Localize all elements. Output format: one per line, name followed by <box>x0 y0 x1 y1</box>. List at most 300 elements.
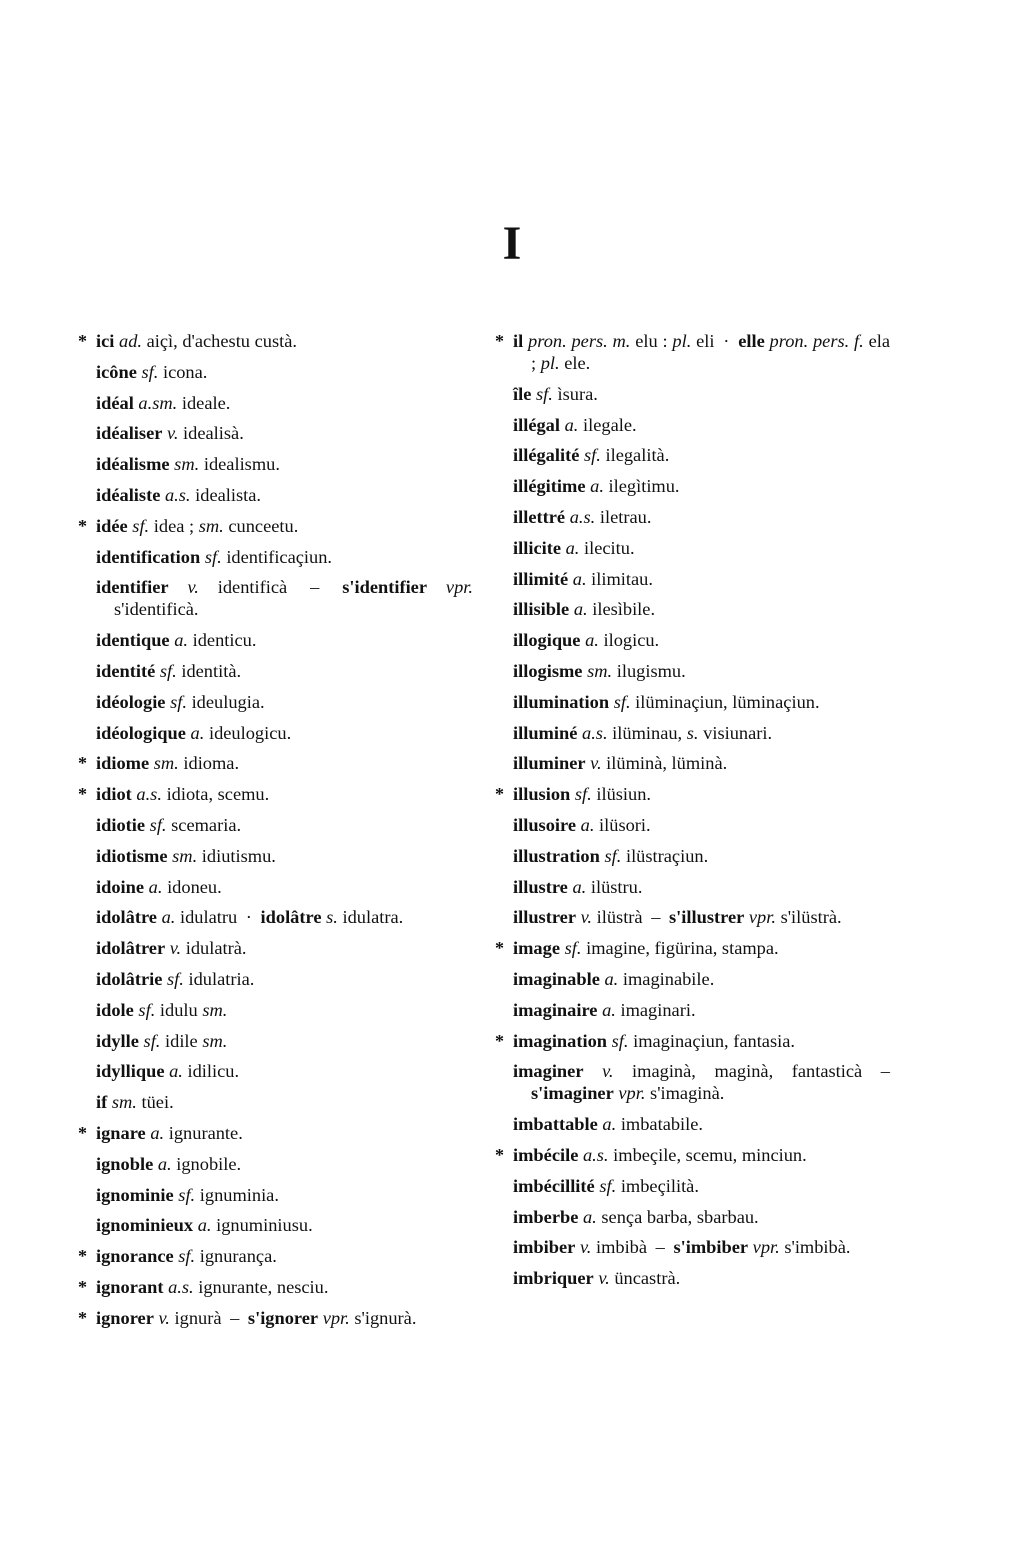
grammar-label: sf. <box>599 1175 617 1196</box>
definition-text: idiutismu. <box>201 845 276 866</box>
headword: idéologie <box>96 691 166 712</box>
asterisk-icon: * <box>78 515 87 536</box>
dictionary-entry <box>495 383 890 405</box>
definition-text: ìsura. <box>557 383 598 404</box>
dictionary-entry <box>495 330 890 374</box>
dictionary-entry <box>495 1175 890 1197</box>
entry-body <box>513 876 890 898</box>
grammar-label: a.sm. <box>138 392 178 413</box>
headword: imbattable <box>513 1114 598 1135</box>
grammar-label: sm. <box>202 1030 228 1051</box>
dictionary-entry <box>495 722 890 744</box>
asterisk-icon: * <box>495 331 504 351</box>
entry-body <box>513 1175 890 1197</box>
grammar-label: v. <box>169 938 182 959</box>
headword: s'illustrer <box>669 907 745 928</box>
grammar-label: sm. <box>172 845 198 866</box>
entry-body <box>96 906 473 928</box>
headword: imagination <box>513 1030 608 1051</box>
grammar-label: sf. <box>178 1246 196 1267</box>
dictionary-entry <box>78 1122 473 1144</box>
dictionary-entry <box>78 999 473 1021</box>
dictionary-entry <box>495 814 890 836</box>
definition-text: iletrau. <box>599 506 652 527</box>
grammar-label: sf. <box>170 691 187 712</box>
headword: identification <box>96 546 201 567</box>
dictionary-entry <box>78 691 473 713</box>
grammar-label: v. <box>158 1307 170 1328</box>
headword: idéologique <box>96 722 186 743</box>
definition-text: idealismu. <box>203 454 280 475</box>
dictionary-entry <box>495 876 890 898</box>
entry-body <box>513 629 890 651</box>
headword: idée <box>96 515 128 536</box>
dictionary-entry <box>495 999 890 1021</box>
entry-body <box>513 722 890 744</box>
definition-text: ideulogicu. <box>208 722 292 743</box>
grammar-label: pron. pers. m. <box>528 331 631 351</box>
dictionary-entry <box>495 1236 890 1258</box>
definition-text: ilegale. <box>583 414 637 435</box>
dictionary-entry <box>78 1153 473 1175</box>
grammar-label: sf. <box>132 515 150 536</box>
headword: imaginer <box>513 1061 584 1082</box>
grammar-label: vpr. <box>752 1237 780 1258</box>
grammar-label: sf. <box>178 1184 196 1205</box>
dictionary-entry <box>495 1267 890 1289</box>
headword: identifier <box>96 577 169 598</box>
definition-text: idile <box>165 1030 198 1051</box>
dictionary-entry <box>78 722 473 744</box>
entry-body <box>96 1307 473 1329</box>
headword: idolâtre <box>96 907 157 928</box>
dictionary-entry <box>78 1307 473 1329</box>
right-column <box>495 330 890 1298</box>
definition-text: ilogicu. <box>603 630 660 651</box>
grammar-label: sf. <box>149 814 167 835</box>
grammar-label: sf. <box>574 784 592 805</box>
asterisk-icon: * <box>78 1276 87 1297</box>
headword: illumination <box>513 691 610 712</box>
grammar-label: s. <box>686 722 699 743</box>
entry-body <box>96 1276 473 1298</box>
definition-text: ilüminaçiun, lüminaçiun. <box>635 691 820 712</box>
dictionary-entry <box>495 1060 890 1104</box>
grammar-label: a. <box>148 876 163 897</box>
headword: illimité <box>513 568 569 589</box>
grammar-label: sm. <box>587 660 613 681</box>
dictionary-entry <box>495 845 890 867</box>
grammar-label: v. <box>602 1061 614 1082</box>
dictionary-entry <box>78 968 473 990</box>
dictionary-entry <box>78 1091 473 1113</box>
entry-body <box>96 330 473 352</box>
headword: illicite <box>513 537 561 558</box>
asterisk-icon: * <box>78 784 87 805</box>
definition-text: tüei. <box>141 1092 174 1113</box>
entry-body <box>513 1113 890 1135</box>
headword: idylle <box>96 1030 139 1051</box>
headword: idéaliste <box>96 484 161 505</box>
dictionary-entry <box>495 537 890 559</box>
dictionary-entry <box>78 330 473 352</box>
dictionary-entry <box>495 660 890 682</box>
entry-body <box>513 414 890 436</box>
grammar-label: a. <box>564 414 579 435</box>
grammar-label: v. <box>579 1237 592 1258</box>
entry-body <box>513 814 890 836</box>
headword: if <box>96 1092 108 1113</box>
definition-text: visiunari. <box>703 722 773 743</box>
grammar-label: a.s. <box>569 506 596 527</box>
grammar-label: sf. <box>613 691 631 712</box>
dictionary-entry <box>495 783 890 805</box>
grammar-label: pl. <box>540 353 560 373</box>
definition-text: ignurante. <box>168 1122 243 1143</box>
grammar-label: vpr. <box>445 577 473 598</box>
entry-body <box>96 691 473 713</box>
dictionary-entry <box>495 506 890 528</box>
entry-body <box>96 515 473 537</box>
definition-text: scemaria. <box>171 814 242 835</box>
grammar-label: sf. <box>536 383 553 404</box>
headword: imaginable <box>513 968 600 989</box>
dictionary-entry <box>495 568 890 590</box>
definition-text: üncastrà. <box>614 1268 681 1289</box>
dictionary-entry <box>495 1206 890 1228</box>
dictionary-entry <box>78 576 473 620</box>
dictionary-entry <box>78 1060 473 1082</box>
headword: ignorant <box>96 1276 164 1297</box>
grammar-label: a. <box>582 1206 597 1227</box>
dictionary-entry <box>78 546 473 568</box>
grammar-label: sf. <box>138 999 156 1020</box>
entry-body <box>513 906 890 928</box>
headword: illuminer <box>513 753 586 774</box>
definition-text: ele. <box>564 353 591 373</box>
grammar-label: v. <box>598 1268 610 1289</box>
definition-text: imagine, figürina, stampa. <box>586 938 779 959</box>
dictionary-entry <box>78 1276 473 1298</box>
definition-text: identificà <box>217 577 288 598</box>
dictionary-entry <box>495 968 890 990</box>
grammar-label: a. <box>585 630 599 651</box>
headword: île <box>513 383 532 404</box>
grammar-label: a.s. <box>136 784 162 805</box>
grammar-label: sm. <box>202 999 228 1020</box>
grammar-label: sf. <box>204 546 222 567</box>
entry-body <box>96 484 473 506</box>
grammar-label: v. <box>187 577 199 598</box>
headword: illettré <box>513 506 566 527</box>
entry-body <box>513 1030 890 1052</box>
headword: illustre <box>513 876 568 897</box>
definition-text: ignuminia. <box>199 1184 279 1205</box>
headword: idole <box>96 999 134 1020</box>
grammar-label: a. <box>580 814 595 835</box>
dictionary-entry <box>78 845 473 867</box>
asterisk-icon: * <box>78 1307 87 1328</box>
grammar-label: a. <box>573 599 588 620</box>
entry-body <box>96 361 473 383</box>
grammar-label: sf. <box>143 1030 161 1051</box>
entry-body <box>513 506 890 528</box>
definition-text: imaginaçiun, fantasia. <box>633 1030 795 1051</box>
dictionary-entry <box>78 1184 473 1206</box>
headword: imbécile <box>513 1144 579 1165</box>
headword: illégitime <box>513 476 586 497</box>
grammar-label: ad. <box>119 331 142 351</box>
dictionary-entry <box>495 444 890 466</box>
headword: illégalité <box>513 445 580 466</box>
definition-text: icona. <box>162 361 208 382</box>
definition-text: ignobile. <box>176 1153 242 1174</box>
entry-body <box>96 722 473 744</box>
dictionary-entry <box>78 392 473 414</box>
dictionary-entry <box>78 814 473 836</box>
definition-text: imaginabile. <box>622 968 715 989</box>
headword: idolâtrie <box>96 968 163 989</box>
dictionary-entry <box>78 453 473 475</box>
headword: imbécillité <box>513 1175 595 1196</box>
dictionary-entry <box>495 414 890 436</box>
headword: illusoire <box>513 814 577 835</box>
entry-body <box>96 629 473 651</box>
entry-body <box>513 1206 890 1228</box>
definition-text: ignurà <box>174 1307 222 1328</box>
separator: – <box>230 1307 240 1328</box>
entry-body <box>96 422 473 444</box>
entry-body <box>513 330 890 374</box>
entry-body <box>513 691 890 713</box>
grammar-label: vpr. <box>322 1307 350 1328</box>
asterisk-icon: * <box>495 1144 504 1165</box>
definition-text: ilesìbile. <box>592 599 656 620</box>
entry-body <box>96 752 473 774</box>
grammar-label: sm. <box>198 515 224 536</box>
asterisk-icon: * <box>495 784 504 805</box>
grammar-label: a. <box>161 907 176 928</box>
grammar-label: pron. pers. f. <box>769 331 864 351</box>
left-column <box>78 330 473 1338</box>
definition-text: identificaçiun. <box>226 546 333 567</box>
headword: idiome <box>96 753 150 774</box>
headword: idéaliser <box>96 423 163 444</box>
entry-body <box>96 660 473 682</box>
definition-text: idiota, scemu. <box>166 784 270 805</box>
definition-text: imbeçilità. <box>620 1175 699 1196</box>
separator: – <box>655 1237 665 1258</box>
definition-text: aiçì, d'achestu custà. <box>146 331 297 351</box>
dictionary-entry <box>78 906 473 928</box>
entry-body <box>513 968 890 990</box>
dictionary-entry <box>78 783 473 805</box>
entry-body <box>513 660 890 682</box>
definition-text: idoneu. <box>167 876 222 897</box>
headword: s'imaginer <box>531 1083 614 1104</box>
headword: ignominie <box>96 1184 174 1205</box>
headword: identité <box>96 660 156 681</box>
definition-text: imbeçile, scemu, minciun. <box>613 1144 807 1165</box>
definition-text: idilicu. <box>187 1061 240 1082</box>
definition-text: cunceetu. <box>228 515 299 536</box>
headword: s'identifier <box>342 577 428 598</box>
definition-text: ignurança. <box>199 1246 277 1267</box>
entry-body <box>96 968 473 990</box>
entry-body <box>96 999 473 1021</box>
asterisk-icon: * <box>78 753 87 774</box>
grammar-label: a.s. <box>582 1144 609 1165</box>
definition-text: ilüsiun. <box>596 784 652 805</box>
headword: s'imbiber <box>673 1237 749 1258</box>
definition-text: ilüstraçiun. <box>625 845 709 866</box>
entry-body <box>96 1153 473 1175</box>
definition-text: ideale. <box>181 392 231 413</box>
entry-body <box>96 576 473 620</box>
asterisk-icon: * <box>495 938 504 959</box>
definition-text: idulatria. <box>188 968 255 989</box>
headword: idolâtre <box>260 907 322 928</box>
headword: illégal <box>513 414 560 435</box>
dictionary-entry <box>78 1245 473 1267</box>
definition-text: ilegalità. <box>605 445 670 466</box>
definition-text: ela ; <box>531 331 890 373</box>
dictionary-entry <box>78 361 473 383</box>
grammar-label: a. <box>150 1122 165 1143</box>
definition-text: ilüminau, <box>612 722 683 743</box>
entry-body <box>96 1030 473 1052</box>
definition-text: idulu <box>159 999 198 1020</box>
grammar-label: v. <box>167 423 179 444</box>
definition-text: idioma. <box>183 753 240 774</box>
entry-body <box>96 1184 473 1206</box>
entry-body <box>513 1144 890 1166</box>
headword: ignorance <box>96 1246 174 1267</box>
section-letter: I <box>502 217 522 270</box>
headword: ignare <box>96 1122 146 1143</box>
grammar-label: a.s. <box>168 1276 194 1297</box>
dictionary-entry <box>78 876 473 898</box>
headword: icône <box>96 361 137 382</box>
entry-body <box>513 1060 890 1104</box>
entry-body <box>513 937 890 959</box>
dictionary-entry <box>78 515 473 537</box>
grammar-label: v. <box>590 753 602 774</box>
grammar-label: s. <box>326 907 338 928</box>
definition-text: identicu. <box>192 630 257 651</box>
definition-text: sença barba, sbarbau. <box>601 1206 759 1227</box>
definition-text: ilegìtimu. <box>608 476 680 497</box>
definition-text: imaginà, maginà, fantasticà – <box>632 1061 890 1082</box>
grammar-label: a. <box>157 1153 172 1174</box>
definition-text: ilüminà, lüminà. <box>606 753 728 774</box>
grammar-label: a.s. <box>164 484 191 505</box>
entry-body <box>96 814 473 836</box>
grammar-label: sf. <box>564 938 582 959</box>
headword: idéalisme <box>96 454 170 475</box>
definition-text: s'imbibà. <box>784 1237 851 1258</box>
headword: illogisme <box>513 660 583 681</box>
headword: idoine <box>96 876 145 897</box>
asterisk-icon: * <box>78 1246 87 1267</box>
definition-text: identità. <box>181 660 242 681</box>
grammar-label: v. <box>580 907 593 928</box>
definition-text: ilüsori. <box>599 814 651 835</box>
definition-text: idealisà. <box>183 423 244 444</box>
headword: elle <box>738 331 765 351</box>
headword: idiotie <box>96 814 146 835</box>
definition-text: elu : <box>635 331 668 351</box>
dictionary-entry <box>495 752 890 774</box>
headword: ignominieux <box>96 1215 194 1236</box>
entry-body <box>96 937 473 959</box>
grammar-label: sf. <box>604 845 622 866</box>
headword: idéal <box>96 392 134 413</box>
grammar-label: a. <box>572 568 587 589</box>
definition-text: s'imaginà. <box>650 1083 725 1104</box>
headword: s'ignorer <box>247 1307 319 1328</box>
dictionary-entry <box>495 937 890 959</box>
grammar-label: vpr. <box>748 907 776 928</box>
definition-text: ignuminiusu. <box>216 1215 313 1236</box>
headword: idiotisme <box>96 845 168 866</box>
definition-text: ilimitau. <box>591 568 653 589</box>
grammar-label: sf. <box>611 1030 629 1051</box>
definition-text: s'ilüstrà. <box>780 907 842 928</box>
headword: idolâtrer <box>96 938 166 959</box>
definition-text: idulatrà. <box>185 938 247 959</box>
grammar-label: a. <box>169 1061 183 1082</box>
grammar-label: a.s. <box>582 722 608 743</box>
entry-body <box>513 537 890 559</box>
dictionary-entry <box>78 1214 473 1236</box>
entry-body <box>96 546 473 568</box>
dictionary-entry <box>78 752 473 774</box>
definition-text: idea ; <box>153 515 195 536</box>
entry-body <box>96 1122 473 1144</box>
definition-text: ilugismu. <box>616 660 686 681</box>
headword: ici <box>96 331 115 351</box>
entry-body <box>96 876 473 898</box>
asterisk-icon: * <box>78 331 87 351</box>
grammar-label: a. <box>604 968 619 989</box>
definition-text: imaginari. <box>620 999 696 1020</box>
grammar-label: sf. <box>584 445 601 466</box>
grammar-label: a. <box>190 722 205 743</box>
definition-text: imbatabile. <box>620 1114 704 1135</box>
definition-text: idulatra. <box>342 907 404 928</box>
headword: illustration <box>513 845 600 866</box>
separator: · <box>245 907 252 928</box>
dictionary-entry <box>495 1144 890 1166</box>
headword: idyllique <box>96 1061 165 1082</box>
dictionary-entry <box>495 1113 890 1135</box>
grammar-label: pl. <box>672 331 692 351</box>
entry-body <box>96 392 473 414</box>
definition-text: s'identificà. <box>114 599 199 620</box>
asterisk-icon: * <box>78 1122 87 1143</box>
definition-text: imbibà <box>595 1237 648 1258</box>
headword: illustrer <box>513 907 576 928</box>
headword: imberbe <box>513 1206 579 1227</box>
headword: idiot <box>96 784 132 805</box>
definition-text: idulatru <box>179 907 238 928</box>
definition-text: ideulugia. <box>191 691 265 712</box>
headword: illogique <box>513 630 581 651</box>
headword: ignorer <box>96 1307 154 1328</box>
headword: ignoble <box>96 1153 154 1174</box>
dictionary-entry <box>78 484 473 506</box>
